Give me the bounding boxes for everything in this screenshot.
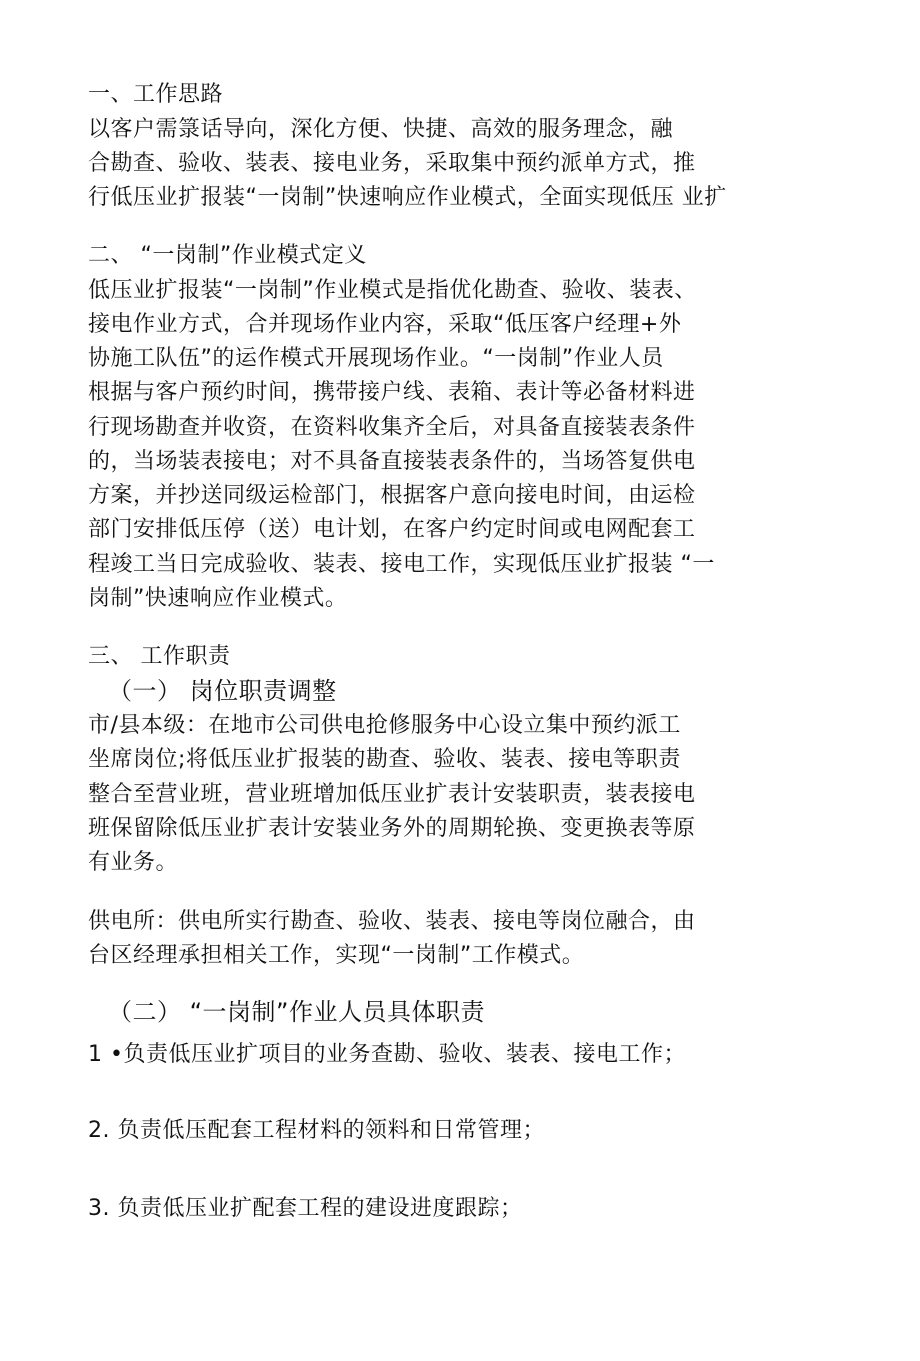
section2-line-2: 接电作业方式，合并现场作业内容，采取“低压客户经理+外 xyxy=(88,312,682,337)
duty-item-3: 3. 负责低压业扩配套工程的建设进度跟踪； xyxy=(88,1196,523,1221)
duty-item-1: 1 •负责低压业扩项目的业务查勘、验收、装表、接电工作； xyxy=(88,1042,686,1067)
section1-line-2: 合勘查、验收、装表、接电业务，采取集中预约派单方式，推 xyxy=(88,151,696,176)
subsection1-para1-line-4: 班保留除低压业扩表计安装业务外的周期轮换、变更换表等原 xyxy=(88,816,696,841)
section2-line-3: 协施工队伍”的运作模式开展现场作业。“一岗制”作业人员 xyxy=(88,346,664,371)
duty-item-2: 2. 负责低压配套工程材料的领料和日常管理； xyxy=(88,1118,545,1143)
subsection1-para2-line-2: 台区经理承担相关工作，实现“一岗制”工作模式。 xyxy=(88,943,585,968)
subsection1-para2-line-1: 供电所：供电所实行勘查、验收、装表、接电等岗位融合，由 xyxy=(88,909,696,934)
section3-heading: 三、 工作职责 xyxy=(88,644,231,669)
section2-line-7: 方案，并抄送同级运检部门，根据客户意向接电时间，由运检 xyxy=(88,483,696,508)
subsection2-heading: （二） “一岗制”作业人员具体职责 xyxy=(108,998,485,1026)
subsection1-para1-line-1: 市/县本级：在地市公司供电抢修服务中心设立集中预约派工 xyxy=(88,713,681,738)
section2-heading: 二、 “一岗制”作业模式定义 xyxy=(88,243,367,268)
section2-line-4: 根据与客户预约时间，携带接户线、表箱、表计等必备材料进 xyxy=(88,380,696,405)
section2-line-9: 程竣工当日完成验收、装表、接电工作，实现低压业扩报装 “一 xyxy=(88,552,715,577)
section2-line-6: 的，当场装表接电；对不具备直接装表条件的，当场答复供电 xyxy=(88,449,696,474)
section2-line-10: 岗制”快速响应作业模式。 xyxy=(88,586,348,611)
subsection1-heading: （一） 岗位职责调整 xyxy=(108,677,337,705)
section1-line-1: 以客户需箓话导向，深化方便、快捷、高效的服务理念，融 xyxy=(88,117,674,142)
section1-line-3: 行低压业扩报装“一岗制”快速响应作业模式，全面实现低压 业扩 xyxy=(88,185,727,210)
section2-line-8: 部门安排低压停（送）电计划，在客户约定时间或电网配套工 xyxy=(88,517,696,542)
section2-line-1: 低压业扩报装“一岗制”作业模式是指优化勘查、验收、装表、 xyxy=(88,278,697,303)
section1-heading: 一、工作思路 xyxy=(88,82,224,107)
subsection1-para1-line-5: 有业务。 xyxy=(88,850,179,875)
section2-line-5: 行现场勘查并收资，在资料收集齐全后，对具备直接装表条件 xyxy=(88,415,696,440)
subsection1-para1-line-3: 整合至营业班，营业班增加低压业扩表计安装职责，装表接电 xyxy=(88,782,696,807)
subsection1-para1-line-2: 坐席岗位;将低压业扩报装的勘查、验收、装表、接电等职责 xyxy=(88,747,681,772)
